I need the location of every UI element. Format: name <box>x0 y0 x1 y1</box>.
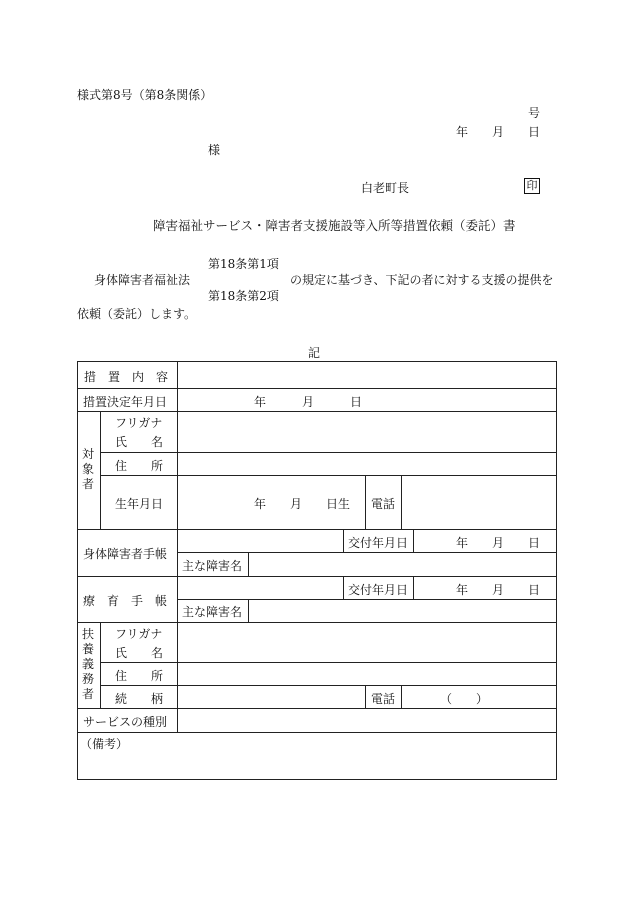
label-issue-date: 交付年月日 <box>348 536 409 550</box>
addressee-suffix: 様 <box>208 143 221 157</box>
measures-month: 月 <box>302 395 315 409</box>
row-line <box>100 475 557 476</box>
row-line <box>77 411 557 412</box>
birth-month: 月 <box>290 497 303 511</box>
row-line <box>100 662 557 663</box>
issue-year: 年 <box>456 536 469 550</box>
label-furigana: フリガナ <box>115 627 163 641</box>
date-year: 年 <box>456 125 469 139</box>
row-line <box>77 708 557 709</box>
issue-month: 月 <box>492 583 505 597</box>
col-line <box>401 685 402 708</box>
clause-second: 第18条第2項 <box>208 289 279 303</box>
col-line <box>100 411 101 529</box>
row-line <box>77 388 557 389</box>
col-line <box>177 361 178 732</box>
issue-day: 日 <box>528 583 541 597</box>
seal-mark: 印 <box>524 178 540 194</box>
col-line <box>343 576 344 599</box>
label-subject-person: 対 象 者 <box>81 447 94 491</box>
row-line <box>100 685 557 686</box>
row-line <box>77 576 557 577</box>
label-name: 氏 名 <box>115 435 164 449</box>
birth-year: 年 <box>254 497 267 511</box>
label-address: 住 所 <box>115 669 164 683</box>
row-line <box>77 529 557 530</box>
issue-month: 月 <box>492 536 505 550</box>
label-service-type: サービスの種別 <box>83 715 168 729</box>
label-remarks: （備考） <box>80 737 129 751</box>
row-line <box>177 599 557 600</box>
row-line <box>77 622 557 623</box>
clause-first: 第18条第1項 <box>208 257 279 271</box>
measures-year: 年 <box>254 395 267 409</box>
law-name: 身体障害者福祉法 <box>94 273 191 287</box>
label-measures-date: 措置決定年月日 <box>83 395 168 409</box>
document-number-suffix: 号 <box>528 106 541 120</box>
form-number: 様式第8号（第8条関係） <box>77 88 213 102</box>
ki-heading: 記 <box>308 346 321 360</box>
label-phone: 電話 <box>371 497 396 511</box>
label-rehab-handbook: 療 育 手 帳 <box>83 594 168 608</box>
label-physical-handbook: 身体障害者手帳 <box>83 547 168 561</box>
label-support-obligor: 扶 養 義 務 者 <box>81 627 94 701</box>
label-main-disability: 主な障害名 <box>182 605 243 619</box>
row-line <box>77 732 557 733</box>
date-day: 日 <box>528 125 541 139</box>
col-line <box>248 599 249 622</box>
label-main-disability: 主な障害名 <box>182 559 243 573</box>
birth-day: 日生 <box>326 497 351 511</box>
date-month: 月 <box>492 125 505 139</box>
label-address: 住 所 <box>115 459 164 473</box>
label-issue-date: 交付年月日 <box>348 583 409 597</box>
body-text-2: 依頼（委託）します。 <box>77 307 197 321</box>
issue-year: 年 <box>456 583 469 597</box>
col-line <box>413 529 414 552</box>
phone-area-code: （ ） <box>440 692 489 706</box>
col-line <box>413 576 414 599</box>
issue-day: 日 <box>528 536 541 550</box>
col-line <box>365 685 366 708</box>
col-line <box>100 622 101 708</box>
label-relationship: 続 柄 <box>115 692 164 706</box>
label-birthdate: 生年月日 <box>115 497 164 511</box>
sender-name: 白老町長 <box>361 181 410 195</box>
col-line <box>343 529 344 552</box>
body-text-1: の規定に基づき、下記の者に対する支援の提供を <box>290 273 554 287</box>
measures-day: 日 <box>350 395 363 409</box>
label-phone: 電話 <box>371 692 396 706</box>
label-measures-content: 措 置 内 容 <box>84 370 169 384</box>
row-line <box>100 452 557 453</box>
col-line <box>401 475 402 529</box>
col-line <box>365 475 366 529</box>
col-line <box>248 552 249 576</box>
label-furigana: フリガナ <box>115 416 163 430</box>
label-name: 氏 名 <box>115 646 164 660</box>
document-title: 障害福祉サービス・障害者支援施設等入所等措置依頼（委託）書 <box>153 218 516 233</box>
row-line <box>177 552 557 553</box>
